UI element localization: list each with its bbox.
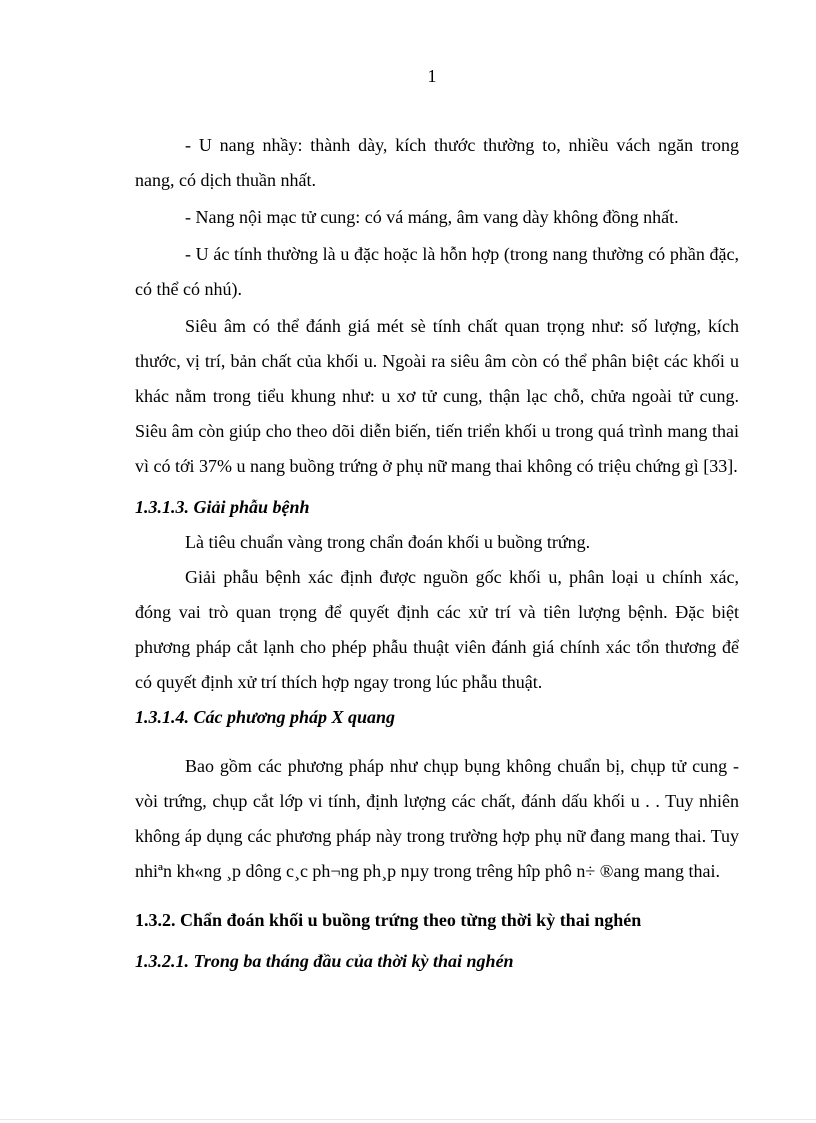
paragraph-pathology-detail: Giải phẫu bệnh xác định được nguồn gốc khối u, phân loại u chính xác, đóng vai trò quan trọng để quyết định các xử trí và tiên lượng bệnh. Đặc biệt phương pháp cắt lạnh cho phép phẫu thuật viên đánh giá chính xác tổn thương để có quyết định xử trí thích hợp ngay trong lúc phẫu thuật. [135, 567, 739, 692]
paragraph-ultrasound: Siêu âm có thể đánh giá mét sè tính chất quan trọng như: số lượng, kích thước, vị trí, bản chất của khối u. Ngoài ra siêu âm còn có thể phân biệt các khối u khác nằm trong tiểu khung như: u xơ tử cung, thận lạc chỗ, chửa ngoài tử cung. Siêu âm còn giúp cho theo dõi diễn biến, tiến triển khối u trong quá trình mang thai vì có tới 37% u nang buồng trứng ở phụ nữ mang thai không có triệu chứng gì [33]. [135, 316, 739, 476]
paragraph-malignant: - U ác tính thường là u đặc hoặc là hỗn hợp (trong nang thường có phần đặc, có thể có nhú). [135, 244, 739, 299]
page-number: 1 [427, 66, 437, 86]
paragraph-mucinous-cyst: - U nang nhầy: thành dày, kích thước thường to, nhiều vách ngăn trong nang, có dịch thuần nhất. [135, 135, 739, 190]
page-bottom-edge [0, 1119, 816, 1120]
document-body [135, 128, 739, 979]
paragraph-xray-methods: Bao gồm các phương pháp như chụp bụng không chuẩn bị, chụp tử cung - vòi trứng, chụp cắt lớp vi tính, định lượng các chất, đánh dấu khối u . . Tuy nhiên không áp dụng các phương pháp này trong trường hợp phụ nữ đang mang thai. Tuy nhiªn kh«ng ¸p dông c¸c ph¬ng ph¸p nµy trong trêng hîp phô n÷ ®ang mang thai. [135, 756, 739, 881]
heading-first-trimester: 1.3.2.1. Trong ba tháng đầu của thời kỳ thai nghén [135, 951, 514, 971]
heading-xray: 1.3.1.4. Các phương pháp X quang [135, 707, 395, 727]
paragraph-endometrioma: - Nang nội mạc tử cung: có vá máng, âm vang dày không đồng nhất. [185, 207, 679, 227]
paragraph-gold-standard: Là tiêu chuẩn vàng trong chẩn đoán khối u buồng trứng. [185, 532, 591, 552]
heading-pathology: 1.3.1.3. Giải phẫu bệnh [135, 497, 310, 517]
heading-diagnosis-by-period: 1.3.2. Chẩn đoán khối u buồng trứng theo từng thời kỳ thai nghén [135, 910, 642, 930]
